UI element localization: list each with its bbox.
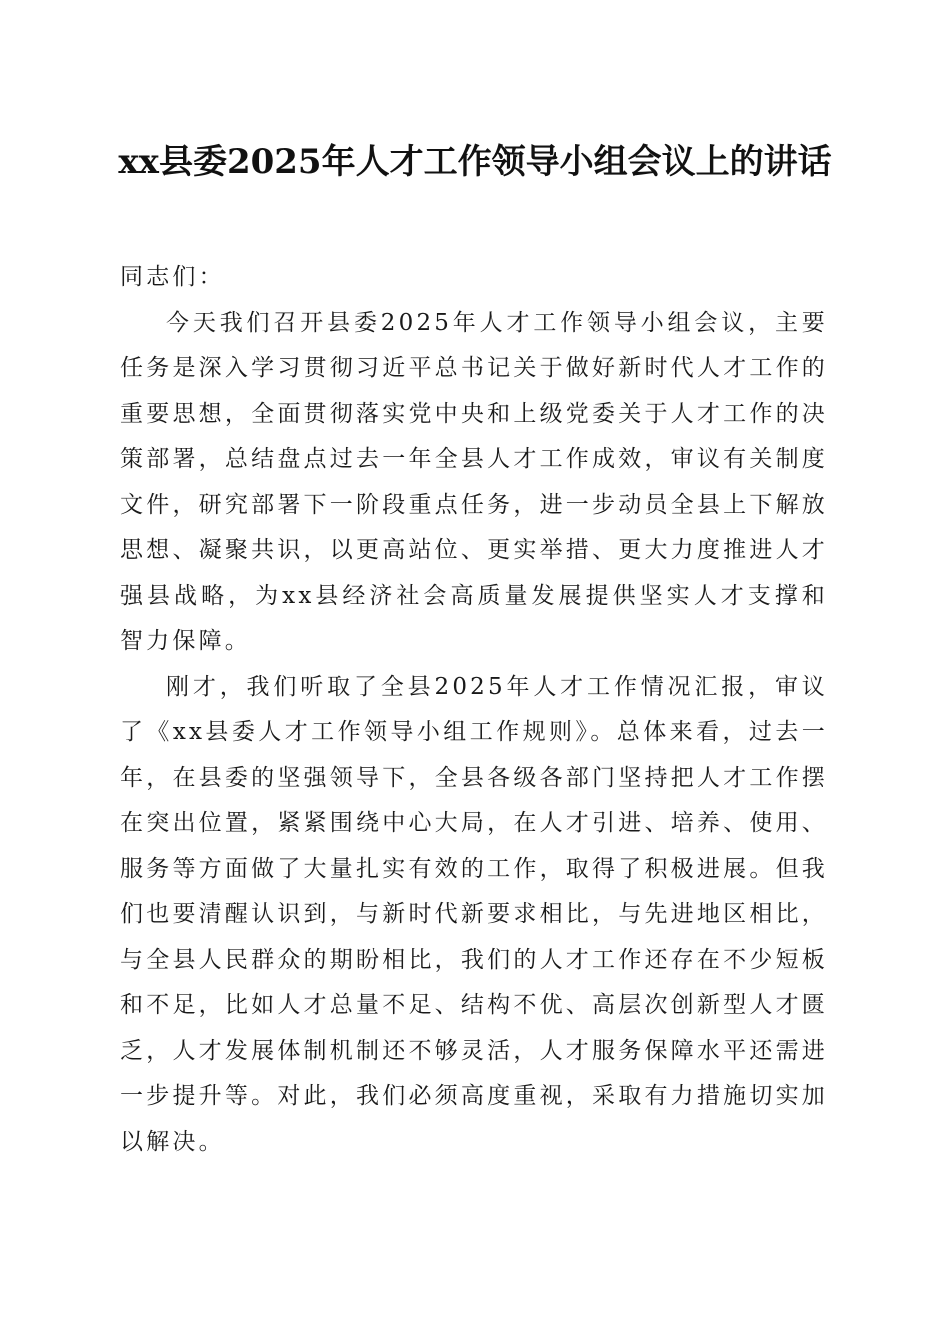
document-title: xx县委2025年人才工作领导小组会议上的讲话 <box>118 142 832 182</box>
paragraph-opening: 今天我们召开县委2025年人才工作领导小组会议，主要任务是深入学习贯彻习近平总书记关于做好新时代人才工作的重要思想，全面贯彻落实党中央和上级党委关于人才工作的决策部署，总结盘点过去一年全县人才工作成效，审议有关制度文件，研究部署下一阶段重点任务，进一步动员全县上下解放思想、凝聚共识，以更高站位、更实举措、更大力度推进人才强县战略，为xx县经济社会高质量发展提供坚实人才支撑和智力保障。 <box>120 309 828 654</box>
paragraph-review: 刚才，我们听取了全县2025年人才工作情况汇报，审议了《xx县委人才工作领导小组工作规则》。总体来看，过去一年，在县委的坚强领导下，全县各级各部门坚持把人才工作摆在突出位置，紧紧围绕中心大局，在人才引进、培养、使用、服务等方面做了大量扎实有效的工作，取得了积极进展。但我们也要清醒认识到，与新时代新要求相比，与先进地区相比，与全县人民群众的期盼相比，我们的人才工作还存在不少短板和不足，比如人才总量不足、结构不优、高层次创新型人才匮乏，人才发展体制机制还不够灵活，人才服务保障水平还需进一步提升等。对此，我们必须高度重视，采取有力措施切实加以解决。 <box>120 673 828 1155</box>
document-body <box>120 255 828 1165</box>
salutation: 同志们： <box>120 264 225 290</box>
